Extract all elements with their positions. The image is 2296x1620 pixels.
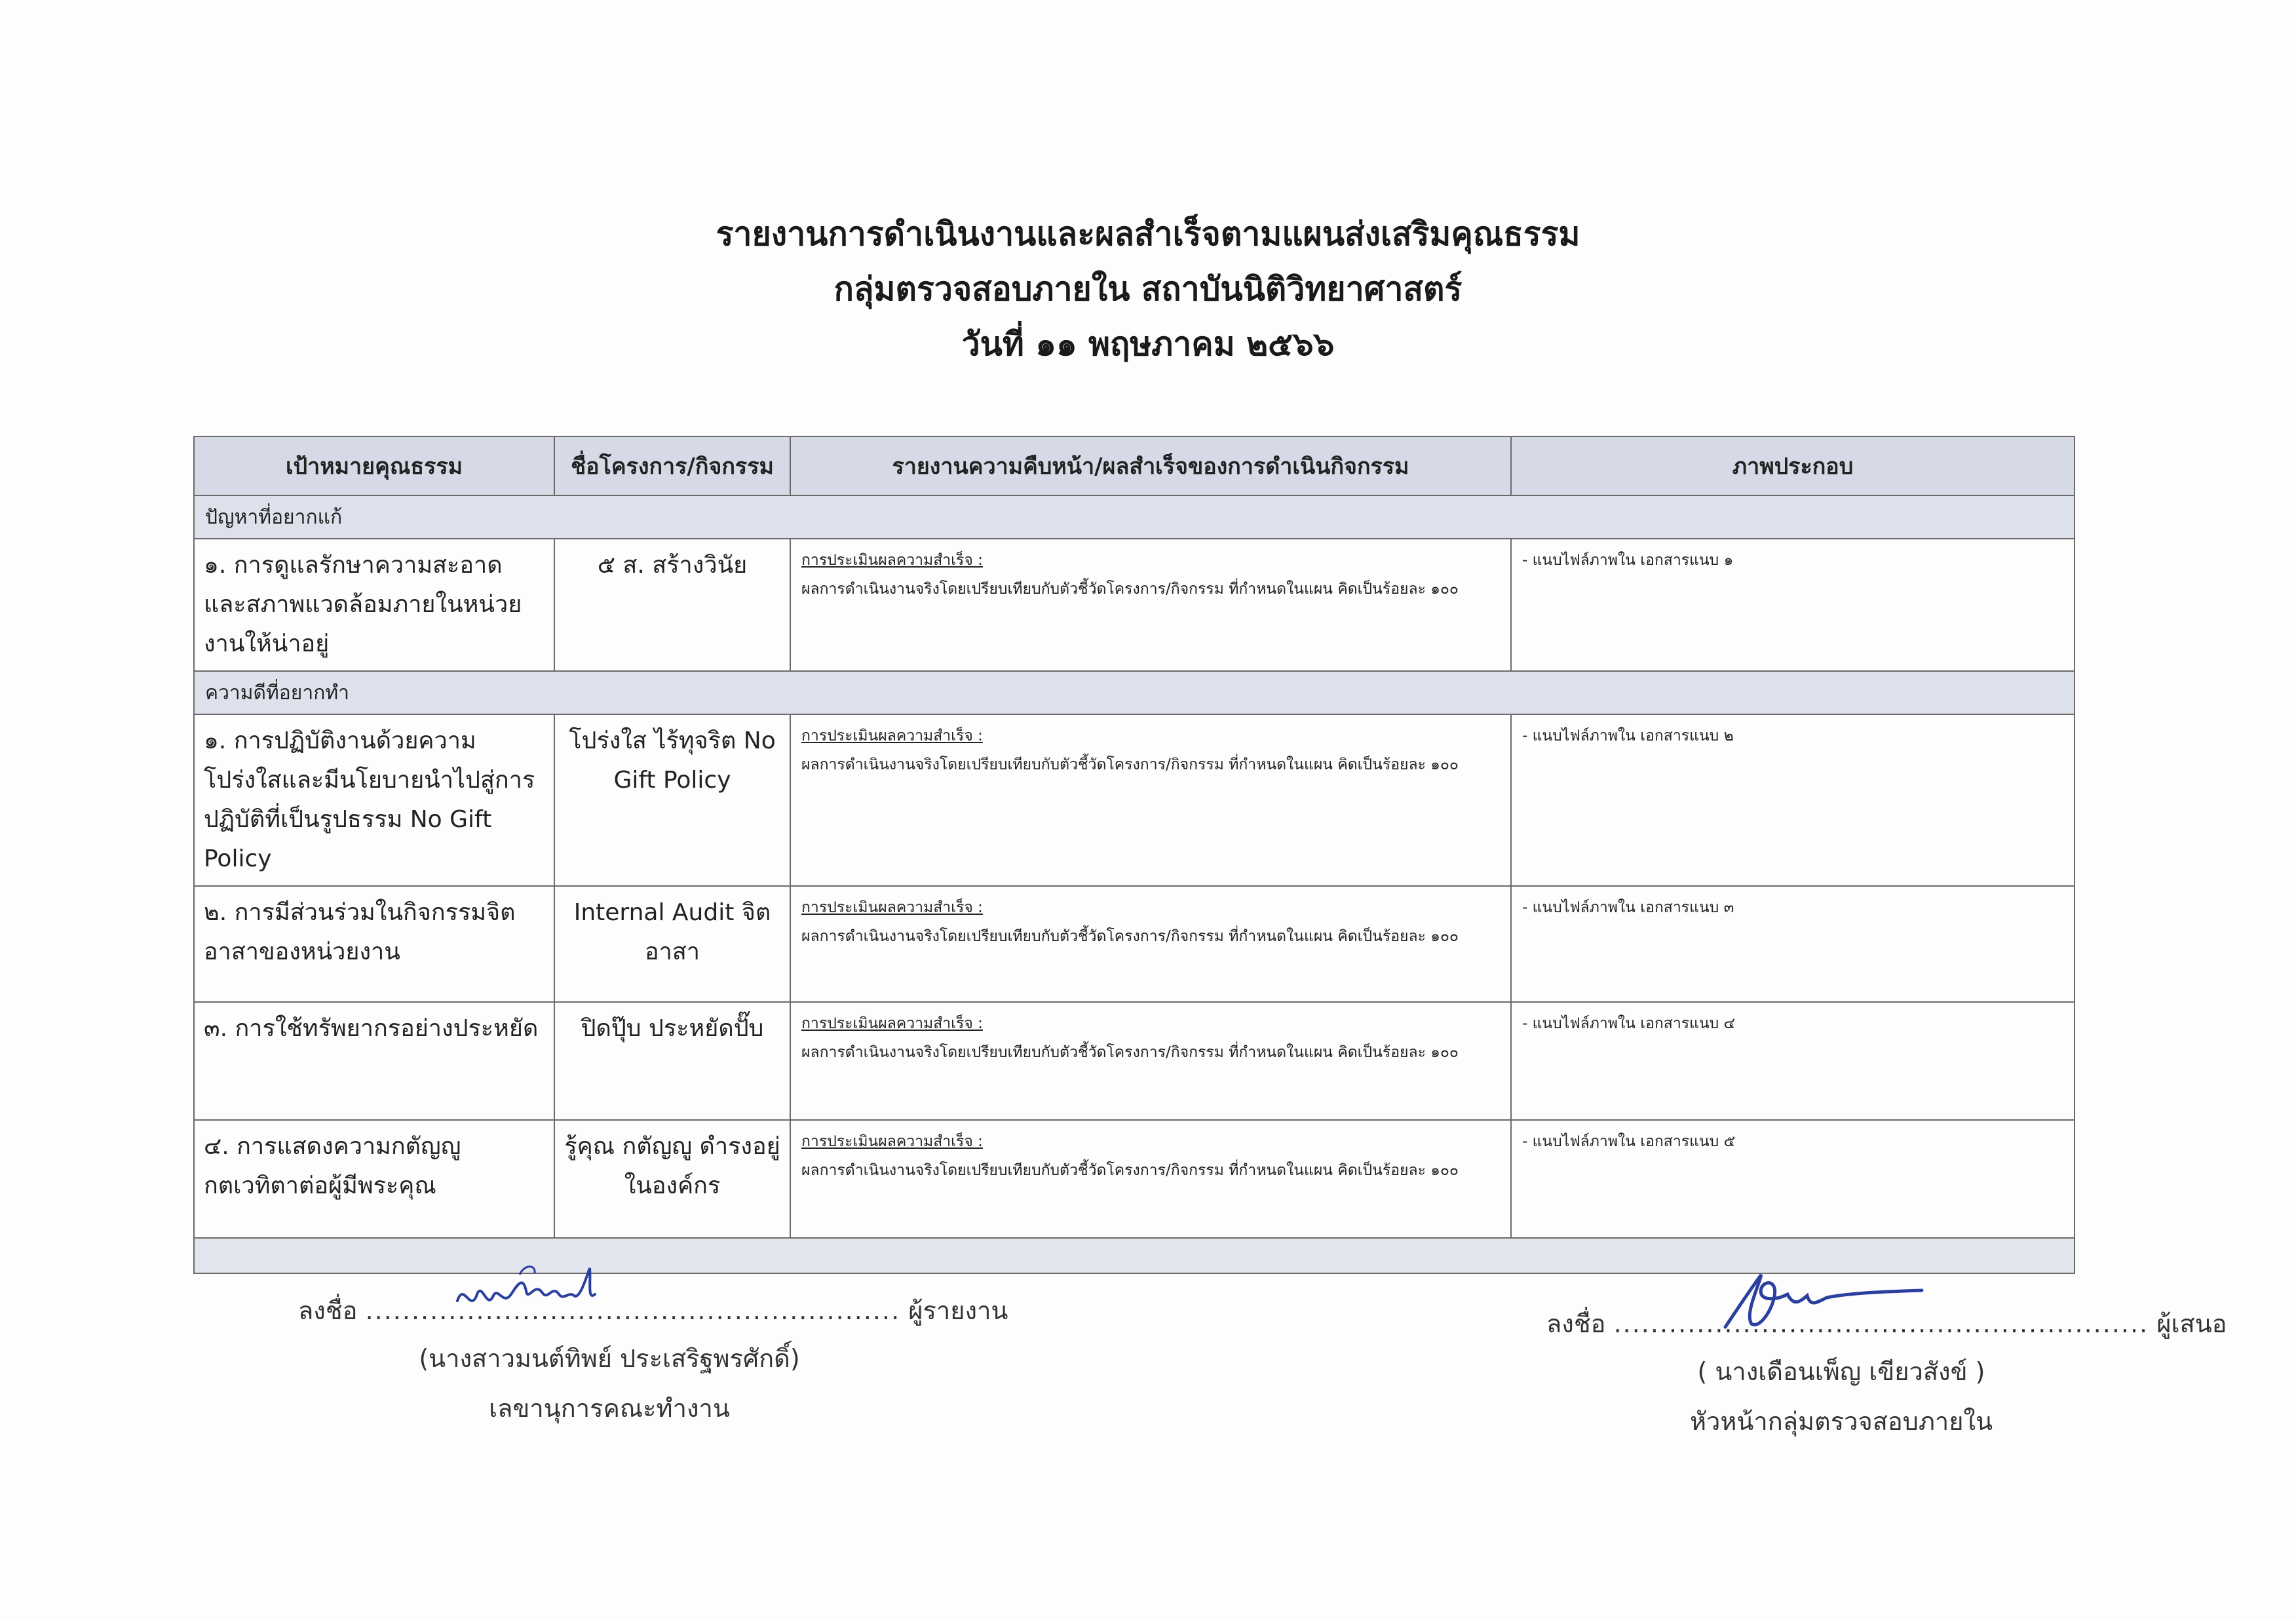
progress-text: ผลการดำเนินงานจริงโดยเปรียบเทียบกับตัวชี้วัดโครงการ/กิจกรรม ที่กำหนดในแผน คิดเป็นร้อยละ ๑๐๐: [801, 1044, 1459, 1061]
table-row: [194, 1002, 2075, 1120]
proposer-signature-block: [1546, 1301, 2227, 1446]
report-date: วันที่ ๑๑ พฤษภาคม ๒๕๖๖: [961, 325, 1335, 363]
column-header-project: ชื่อโครงการ/กิจกรรม: [554, 436, 790, 495]
progress-label: การประเมินผลความสำเร็จ :: [801, 1133, 983, 1150]
goal-cell: ๔. การแสดงความกตัญญู กตเวทิตาต่อผู้มีพระคุณ: [194, 1120, 554, 1238]
progress-label: การประเมินผลความสำเร็จ :: [801, 1015, 983, 1032]
proposer-role: ผู้เสนอ: [2156, 1309, 2227, 1338]
section-row-problems: [194, 495, 2075, 539]
progress-text: ผลการดำเนินงานจริงโดยเปรียบเทียบกับตัวชี้วัดโครงการ/กิจกรรม ที่กำหนดในแผน คิดเป็นร้อยละ ๑๐๐: [801, 1162, 1459, 1179]
goal-cell: ๓. การใช้ทรัพยากรอย่างประหยัด: [194, 1002, 554, 1120]
progress-label: การประเมินผลความสำเร็จ :: [801, 552, 983, 569]
progress-cell: [790, 714, 1511, 886]
column-header-image: ภาพประกอบ: [1511, 436, 2075, 495]
image-cell: - แนบไฟล์ภาพใน เอกสารแนบ ๒: [1511, 714, 2075, 886]
progress-text: ผลการดำเนินงานจริงโดยเปรียบเทียบกับตัวชี้วัดโครงการ/กิจกรรม ที่กำหนดในแผน คิดเป็นร้อยละ ๑๐๐: [801, 756, 1459, 773]
handwritten-signature: [451, 1255, 621, 1327]
reporter-role: ผู้รายงาน: [908, 1296, 1008, 1325]
signature-line: [298, 1288, 1008, 1334]
report-title: รายงานการดำเนินงานและผลสำเร็จตามแผนส่งเสริมคุณธรรม: [716, 215, 1580, 253]
section-label: ความดีที่อยากทำ: [194, 671, 2075, 714]
progress-cell: [790, 886, 1511, 1002]
column-header-progress: รายงานความคืบหน้า/ผลสำเร็จของการดำเนินกิจกรรม: [790, 436, 1511, 495]
progress-report-table: [193, 436, 2075, 1274]
section-label: ปัญหาที่อยากแก้: [194, 495, 2075, 539]
progress-label: การประเมินผลความสำเร็จ :: [801, 899, 983, 916]
progress-text: ผลการดำเนินงานจริงโดยเปรียบเทียบกับตัวชี้วัดโครงการ/กิจกรรม ที่กำหนดในแผน คิดเป็นร้อยละ ๑๐๐: [801, 581, 1459, 598]
progress-cell: [790, 1120, 1511, 1238]
goal-cell: ๑. การดูแลรักษาความสะอาดและสภาพแวดล้อมภายในหน่วยงานให้น่าอยู่: [194, 539, 554, 671]
progress-cell: [790, 1002, 1511, 1120]
table-row: [194, 714, 2075, 886]
project-cell: รู้คุณ กตัญญู ดำรงอยู่ในองค์กร: [554, 1120, 790, 1238]
table-row: [194, 539, 2075, 671]
section-row-good-deeds: [194, 671, 2075, 714]
proposer-position: หัวหน้ากลุ่มตรวจสอบภายใน: [1689, 1407, 1993, 1436]
table-row: [194, 1120, 2075, 1238]
sign-label: ลงชื่อ: [298, 1296, 358, 1325]
signature-line: [1546, 1301, 2227, 1347]
signature-area: [1614, 1301, 2149, 1347]
signature-area: [366, 1288, 901, 1334]
report-title-block: [0, 206, 2296, 372]
column-header-goal: เป้าหมายคุณธรรม: [194, 436, 554, 495]
project-cell: โปร่งใส ไร้ทุจริต No Gift Policy: [554, 714, 790, 886]
progress-label: การประเมินผลความสำเร็จ :: [801, 727, 983, 744]
progress-cell: [790, 539, 1511, 671]
image-cell: - แนบไฟล์ภาพใน เอกสารแนบ ๑: [1511, 539, 2075, 671]
reporter-name: (นางสาวมนต์ทิพย์ ประเสริฐพรศักดิ์): [419, 1344, 800, 1373]
progress-text: ผลการดำเนินงานจริงโดยเปรียบเทียบกับตัวชี้วัดโครงการ/กิจกรรม ที่กำหนดในแผน คิดเป็นร้อยละ ๑๐๐: [801, 928, 1459, 945]
signature-dots: ..........................................................: [365, 1296, 901, 1325]
goal-cell: ๑. การปฏิบัติงานด้วยความโปร่งใสและมีนโยบายนำไปสู่การปฏิบัติที่เป็นรูปธรรม No Gift Policy: [194, 714, 554, 886]
table-row: [194, 886, 2075, 1002]
report-organization: กลุ่มตรวจสอบภายใน สถาบันนิติวิทยาศาสตร์: [833, 270, 1463, 308]
goal-cell: ๒. การมีส่วนร่วมในกิจกรรมจิตอาสาของหน่วยงาน: [194, 886, 554, 1002]
image-cell: - แนบไฟล์ภาพใน เอกสารแนบ ๕: [1511, 1120, 2075, 1238]
image-cell: - แนบไฟล์ภาพใน เอกสารแนบ ๔: [1511, 1002, 2075, 1120]
project-cell: ปิดปุ๊บ ประหยัดปั๊บ: [554, 1002, 790, 1120]
reporter-position: เลขานุการคณะทำงาน: [489, 1394, 730, 1423]
handwritten-signature: [1712, 1262, 1935, 1340]
project-cell: Internal Audit จิตอาสา: [554, 886, 790, 1002]
proposer-name: ( นางเดือนเพ็ญ เขียวสังข์ ): [1697, 1357, 1985, 1386]
image-cell: - แนบไฟล์ภาพใน เอกสารแนบ ๓: [1511, 886, 2075, 1002]
reporter-signature-block: [298, 1288, 1008, 1433]
sign-label: ลงชื่อ: [1546, 1309, 1606, 1338]
signature-dots: ..........................................................: [1613, 1309, 2149, 1338]
project-cell: ๕ ส. สร้างวินัย: [554, 539, 790, 671]
table-header-row: [194, 436, 2075, 495]
